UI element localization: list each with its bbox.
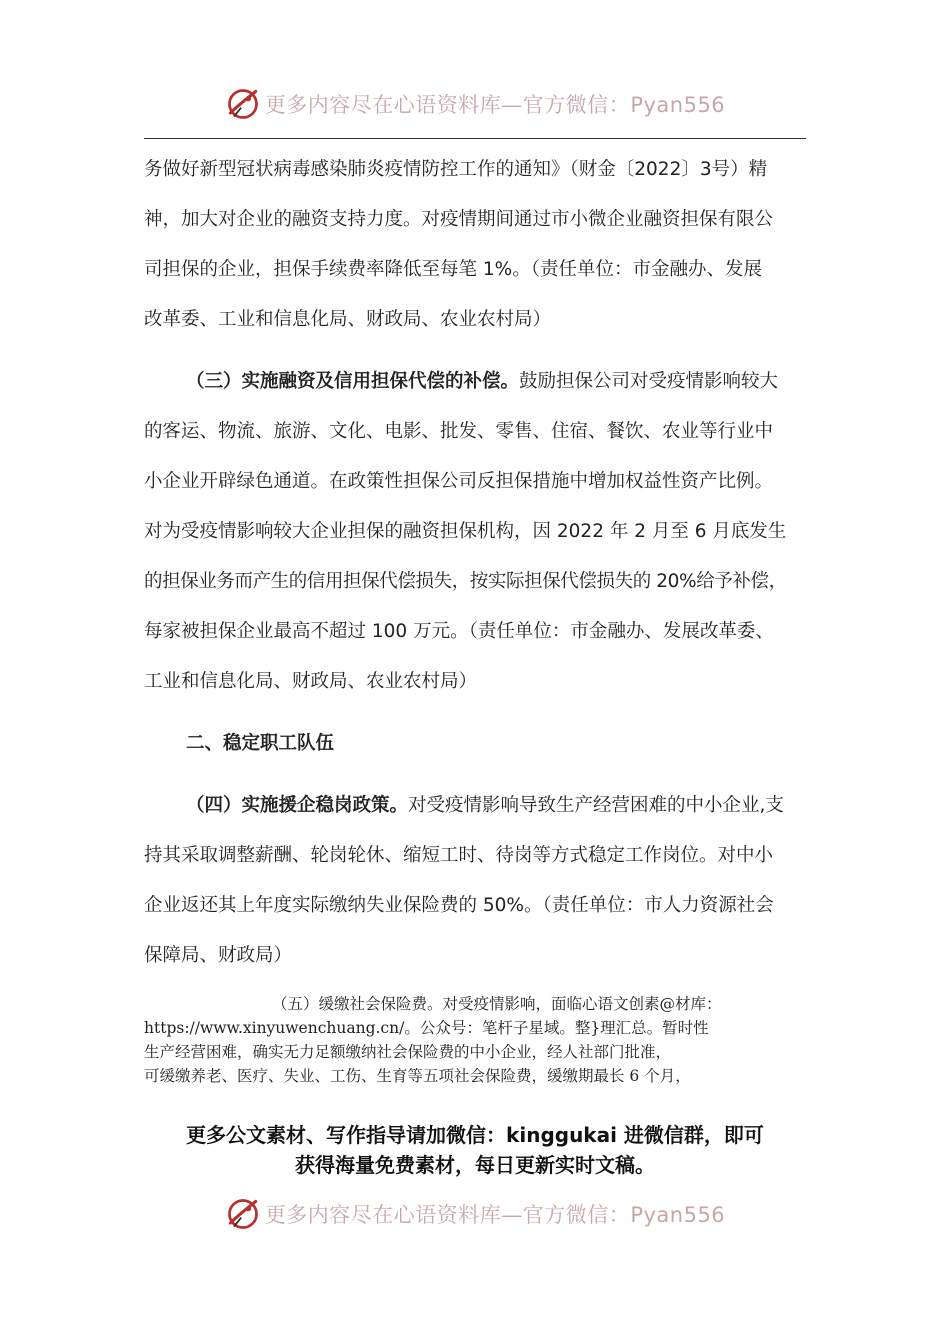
section3-line: 对为受疫情影响较大企业担保的融资担保机构，因 2022 年 2 月至 6 月底发生: [144, 521, 787, 542]
pen-logo-icon: [225, 1196, 261, 1232]
section5-line: （五）缓缴社会保险费。对受疫情影响，面临心语文创素@材库：: [272, 995, 722, 1013]
footer-wechat-id: Pyan556: [630, 1203, 726, 1227]
section3-line: 的担保业务而产生的信用担保代偿损失，按实际担保代偿损失的 20%给予补偿，: [144, 571, 787, 592]
section3-line: 的客运、物流、旅游、文化、电影、批发、零售、住宿、餐饮、农业等行业中: [144, 421, 774, 442]
body-line: 务做好新型冠状病毒感染肺炎疫情防控工作的通知》（财金〔2022〕3号）精: [144, 159, 768, 180]
section3-first-line: （三）实施融资及信用担保代偿的补偿。鼓励担保公司对受疫情影响较大: [186, 371, 779, 392]
header-divider: [144, 138, 806, 139]
promo-line: 获得海量免费素材，每日更新实时文稿。: [295, 1153, 655, 1177]
section3-heading: （三）实施融资及信用担保代偿的补偿。: [186, 371, 520, 392]
section3-line: 工业和信息化局、财政局、农业农村局）: [144, 671, 478, 692]
header-banner: [0, 84, 950, 124]
section3-line: 每家被担保企业最高不超过 100 万元。（责任单位：市金融办、发展改革委、: [144, 621, 774, 642]
section5-line: https://www.xinyuwenchuang.cn/。公众号：笔杆子星域。整}理汇总。暂时性: [144, 1019, 709, 1037]
section5-line: 可缓缴养老、医疗、失业、工伤、生育等五项社会保险费，缓缴期最长 6 个月，: [144, 1067, 691, 1085]
part2-heading: 二、稳定职工队伍: [186, 733, 335, 754]
header-wechat-id: Pyan556: [630, 93, 726, 117]
section4-line: 持其采取调整薪酬、轮岗轮休、缩短工时、待岗等方式稳定工作岗位。对中小: [144, 845, 774, 866]
footer-banner-text: 更多内容尽在心语资料库—官方微信：Pyan556: [264, 1203, 726, 1227]
footer-banner: [0, 1194, 950, 1234]
body-line: 司担保的企业，担保手续费率降低至每笔 1%。（责任单位：市金融办、发展: [144, 259, 762, 280]
section4-line: 企业返还其上年度实际缴纳失业保险费的 50%。（责任单位：市人力资源社会: [144, 895, 774, 916]
section5-line: 生产经营困难，确实无力足额缴纳社会保险费的中小企业，经人社部门批准，: [144, 1043, 672, 1061]
body-line: 神，加大对企业的融资支持力度。对疫情期间通过市小微企业融资担保有限公: [144, 209, 774, 230]
header-banner-text: 更多内容尽在心语资料库—官方微信：Pyan556: [264, 93, 726, 117]
section4-heading: （四）实施援企稳岗政策。: [186, 795, 409, 816]
promo-line: 更多公文素材、写作指导请加微信：kinggukai 进微信群，即可: [186, 1123, 764, 1147]
pen-logo-icon: [225, 86, 261, 122]
body-line: 改革委、工业和信息化局、财政局、农业农村局）: [144, 309, 552, 330]
section3-line: 小企业开辟绿色通道。在政策性担保公司反担保措施中增加权益性资产比例。: [144, 471, 774, 492]
section4-line: 保障局、财政局）: [144, 945, 293, 966]
section4-first-line: （四）实施援企稳岗政策。对受疫情影响导致生产经营困难的中小企业,支: [186, 795, 784, 816]
